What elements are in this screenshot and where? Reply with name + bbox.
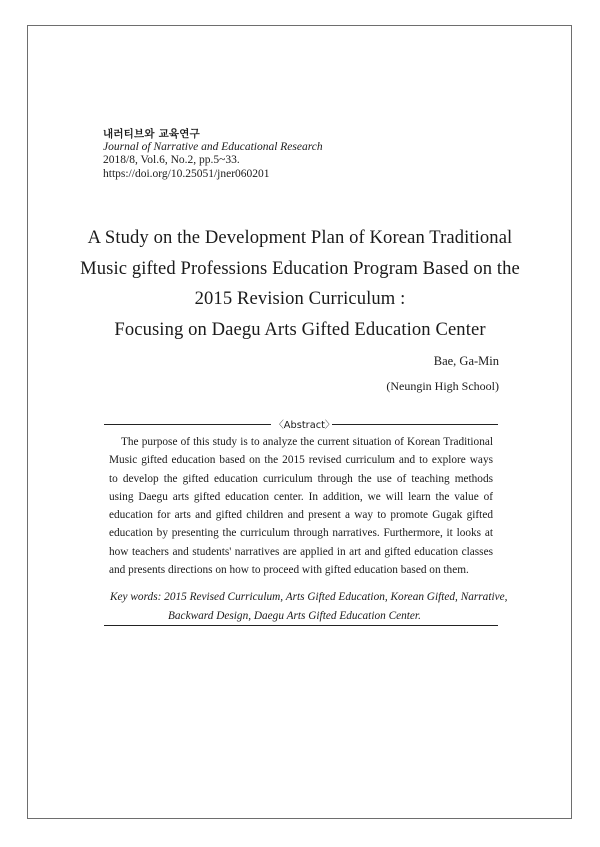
- keywords-line-1: Key words: 2015 Revised Curriculum, Arts Gifted Education, Korean Gifted, Narrative,: [110, 591, 508, 603]
- abstract-line-6: education by presenting the curriculum through narratives. Furthermore, it looks at: [109, 527, 493, 540]
- abstract-label: 〈Abstract〉: [274, 420, 335, 431]
- journal-name-korean: 내러티브와 교육연구: [103, 128, 200, 140]
- author-name: Bae, Ga-Min: [433, 354, 499, 368]
- journal-name-english: Journal of Narrative and Educational Research: [103, 141, 323, 153]
- abstract-line-3: to develop the gifted education curriculum through the use of teaching methods: [109, 472, 493, 485]
- abstract-rule-left: [104, 424, 271, 425]
- keywords: [110, 588, 508, 626]
- journal-doi[interactable]: https://doi.org/10.25051/jner060201: [103, 167, 270, 180]
- abstract-line-2: Music gifted education based on the 2015 revised curriculum and to explore ways: [109, 454, 493, 467]
- author-affiliation: (Neungin High School): [386, 379, 499, 393]
- abstract-line-8: and presents directions on how to proceed with gifted education based on them.: [109, 564, 469, 577]
- title-line-1: A Study on the Development Plan of Korean Traditional: [87, 227, 513, 248]
- paper-title: [60, 223, 540, 345]
- abstract-line-7: how teachers and students' narratives are applied in art and gifted education classes: [109, 545, 493, 558]
- abstract-line-4: using Daegu arts gifted education center. In addition, we will learn the value of: [109, 490, 493, 503]
- abstract-bottom-rule: [104, 625, 498, 626]
- journal-header: [103, 127, 323, 181]
- abstract-line-1: The purpose of this study is to analyze the current situation of Korean Traditional: [121, 436, 493, 448]
- abstract-body: [109, 433, 493, 579]
- abstract-line-5: education for arts and gifted children and present a way to promote Gugak gifted: [109, 509, 493, 522]
- journal-issue: 2018/8, Vol.6, No.2, pp.5~33.: [103, 154, 240, 166]
- title-line-3: 2015 Revision Curriculum :: [194, 288, 406, 309]
- title-line-4: Focusing on Daegu Arts Gifted Education Center: [114, 318, 486, 340]
- title-line-2: Music gifted Professions Education Program Based on the: [80, 257, 520, 279]
- abstract-heading: [104, 418, 498, 432]
- abstract-rule-right: [332, 424, 498, 425]
- keywords-line-2: Backward Design, Daegu Arts Gifted Education Center.: [168, 610, 421, 622]
